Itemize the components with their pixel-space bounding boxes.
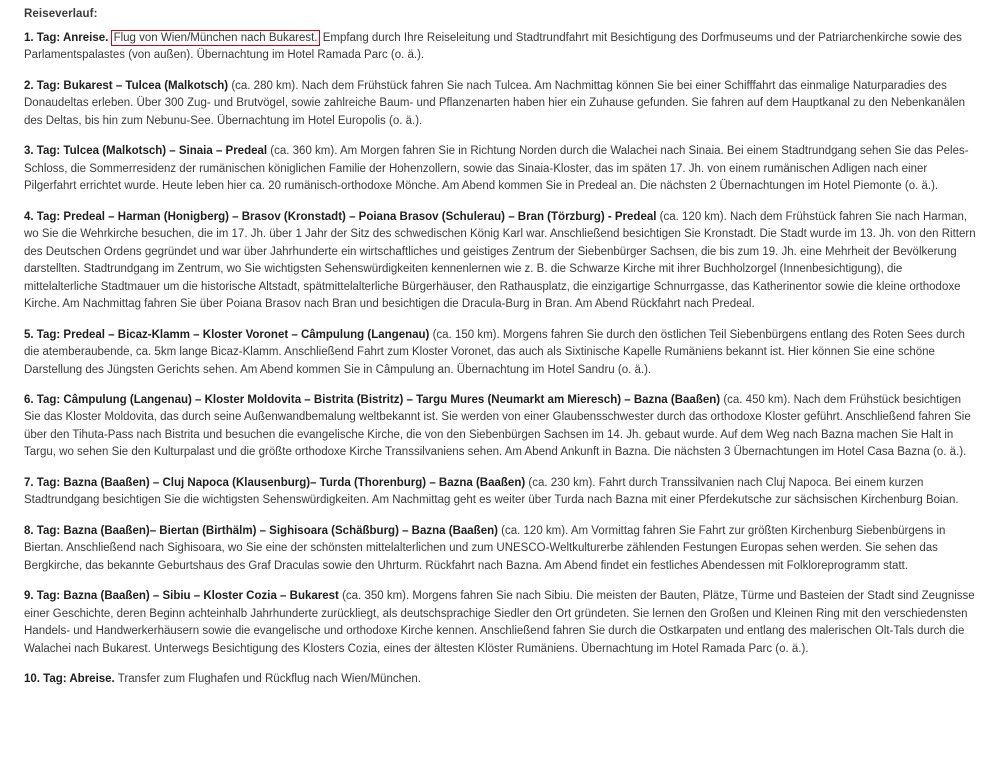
day-4-text: (ca. 120 km). Nach dem Frühstück fahren Sie nach Harman, wo Sie die Wehrkirche besuchen, die im 17. Jh. über 1 Jahr der Sitz des schwedischen König Karl war. Anschließend besichtigen Sie Kronstadt. Die Stadt wurde im 13. Jh. von den Rittern des Deutschen Ordens gegründet und war über Jahrhunderte ein wirtschaftliches und geistiges Zentrum der Siebenbürger Sachsen, die bis zum 19. Jh. eine Mehrheit der Bevölkerung darstellten. Stadtrundgang im Zentrum, wo Sie wichtigsten Sehenswürdigkeiten kennenlernen wie z. B. die Schwarze Kirche mit ihrer Buchholzorgel (Innenbesichtigung), die mittelalterliche Stadtmauer um die historische Altstadt, spätmittelalterliche Bürgerhäuser, den Rathausplatz, die einzigartige Schnurrgasse, das Katherinentor sowie die kleine orthodoxe Kirche. Am Nachmittag fahren Sie über Poiana Brasov nach Bran und besichtigen die Dracula-Burg in Bran. Am Abend Rückfahrt nach Predeal. [24, 210, 976, 311]
itinerary-day-4 [24, 209, 976, 314]
day-9-text: (ca. 350 km). Morgens fahren Sie nach Sibiu. Die meisten der Bauten, Plätze, Türme und Basteien der Stadt sind Zeugnisse einer Geschichte, deren Beginn achteinhalb Jahrhunderte zurückliegt, als deutschsprachige Siedler den Ort gründeten. Sie lernen den Großen und Kleinen Ring mit den verschiedensten Handels- und Handwerkerhäusern sowie die evangelische und orthodoxe Kirche kennen. Anschließend fahren Sie durch die Ostkarpaten und entlang des malerischen Olt-Tals durch die Walachei nach Bukarest. Unterwegs Besichtigung des Klosters Cozia, eines der ältesten Klöster Rumäniens. Übernachtung im Hotel Ramada Parc (o. ä.). [24, 590, 975, 655]
day-6-heading: 6. Tag: [24, 393, 61, 406]
itinerary-day-6 [24, 392, 976, 462]
day-1-highlighted-flight: Flug von Wien/München nach Bukarest. [113, 32, 318, 44]
day-4-heading: 4. Tag: [24, 210, 61, 223]
day-6-text: (ca. 450 km). Nach dem Frühstück besichtigen Sie das Kloster Moldovita, das durch seine Außenwandbemalung weltbekannt ist. Sie werden von einer Glaubensschwester durch das orthodoxe Kloster geführt. Anschließend fahren Sie über den Tihuta-Pass nach Bistrita und besuchen die evangelische Kirche, die von den Siebenbürgen Sachsen im 14. Jh. gebaut wurde. Auf dem Weg nach Bazna machen Sie Halt in Targu, wo sehen Sie den Kulturpalast und die größte orthodoxe Kirche Transsilvaniens sehen. Am Abend Ankunft in Bazna. Die nächsten 3 Übernachtungen im Hotel Casa Bazna (o. ä.). [24, 393, 971, 459]
day-8-text: (ca. 120 km). Am Vormittag fahren Sie Fahrt zur größten Kirchenburg Siebenbürgens in Biertan. Anschließend nach Sighisoara, wo Sie eine der schönsten mittelalterlichen und zum UNESCO-Weltkulturerbe zählenden Festungen Europas sehen werden. Sie sehen das Bergkirche, das bekannte Geburtshaus des Graf Draculas sowie den Uhrturm. Rückfahrt nach Bazna. Am Abend findet ein festliches Abendessen mit Folkloreprogramm statt. [24, 524, 946, 572]
day-9-route: Bazna (Baaßen) – Sibiu – Kloster Cozia – Bukarest [63, 590, 339, 603]
day-8-heading: 8. Tag: [24, 524, 61, 537]
day-1-text: Empfang durch Ihre Reiseleitung und Stadtrundfahrt mit Besichtigung des Dorfmuseums und der Patriarchenkirche sowie des Parlamentspalastes (von außen). Übernachtung im Hotel Ramada Parc (o. ä.). [24, 32, 962, 62]
day-8-route: Bazna (Baaßen)– Biertan (Birthälm) – Sighisoara (Schäßburg) – Bazna (Baaßen) [63, 524, 498, 537]
itinerary-day-9 [24, 588, 976, 658]
itinerary-day-3 [24, 143, 976, 195]
day-7-text: (ca. 230 km). Fahrt durch Transsilvanien nach Cluj Napoca. Bei einem kurzen Stadtrundgang besichtigen Sie die wichtigsten Sehenswürdigkeiten. Am Nachmittag geht es weiter über Turda nach Bazna mit einer Pferdekutsche zur sächsischen Kirchenburg Boian. [24, 476, 959, 507]
page-title: Reiseverlauf: [24, 8, 98, 20]
day-3-route: Tulcea (Malkotsch) – Sinaia – Predeal [63, 145, 268, 158]
day-3-text: (ca. 360 km). Am Morgen fahren Sie in Richtung Norden durch die Walachei nach Sinaia. Bei einem Stadtrundgang sehen Sie das Peles-Schloss, die Sommerresidenz der rumänischen königlichen Familie der Hohenzollern, sowie das Sinaia-Kloster, das im späten 17. Jh. von einem rumänischen Adligen nach einer Pilgerfahrt errichtet wurde. Heute leben hier ca. 20 rumänisch-orthodoxe Mönche. Am Abend kommen Sie in Predeal an. Die nächsten 2 Übernachtungen im Hotel Piemonte (o. ä.). [24, 145, 969, 193]
day-2-text: (ca. 280 km). Nach dem Frühstück fahren Sie nach Tulcea. Am Nachmittag können Sie bei einer Schifffahrt das einmalige Naturparadies des Donaudeltas erleben. Über 300 Zug- und Brutvögel, sowie zahlreiche Baum- und Pflanzenarten haben hier ein Zuhause gefunden. Sie fahren auf dem Hauptkanal zu den Nebenkanälen des Deltas, bis hin zum Nebunu-See. Übernachtung im Hotel Europolis (o. ä.). [24, 79, 966, 127]
day-6-route: Câmpulung (Langenau) – Kloster Moldovita – Bistrita (Bistritz) – Targu Mures (Neumarkt am Mieresch) – Bazna (Baaßen) [63, 393, 721, 406]
day-10-heading: 10. Tag: Abreise. [24, 673, 115, 686]
itinerary-day-2 [24, 78, 976, 130]
day-4-route: Predeal – Harman (Honigberg) – Brasov (Kronstadt) – Poiana Brasov (Schulerau) – Bran (Törzburg) - Predeal [63, 210, 657, 223]
itinerary-day-1 [24, 30, 976, 65]
itinerary-day-10 [24, 671, 976, 688]
day-2-route: Bukarest – Tulcea (Malkotsch) [63, 79, 229, 92]
day-5-text: (ca. 150 km). Morgens fahren Sie durch den östlichen Teil Siebenbürgens entlang des Roten Sees durch die atemberaubende, ca. 5km lange Bicaz-Klamm. Anschließend Fahrt zum Kloster Voronet, das auch als Sixtinische Kapelle Rumäniens bekannt ist. Hier können Sie eine schöne Darstellung des Jüngsten Gerichts sehen. Am Abend kommen Sie in Câmpulung an. Übernachtung im Hotel Sandru (o. ä.). [24, 328, 965, 376]
day-9-heading: 9. Tag: [24, 590, 61, 603]
day-2-heading: 2. Tag: [24, 79, 61, 92]
day-3-heading: 3. Tag: [24, 145, 61, 158]
itinerary-day-8 [24, 523, 976, 575]
day-5-route: Predeal – Bicaz-Klamm – Kloster Voronet – Câmpulung (Langenau) [63, 328, 430, 341]
itinerary-day-7 [24, 475, 976, 510]
day-10-text: Transfer zum Flughafen und Rückflug nach Wien/München. [117, 673, 421, 686]
day-5-heading: 5. Tag: [24, 328, 61, 341]
itinerary-day-5 [24, 327, 976, 379]
day-7-route: Bazna (Baaßen) – Cluj Napoca (Klausenburg)– Turda (Thorenburg) – Bazna (Baaßen) [63, 476, 526, 489]
day-1-heading: 1. Tag: Anreise. [24, 32, 109, 44]
day-7-heading: 7. Tag: [24, 476, 61, 489]
